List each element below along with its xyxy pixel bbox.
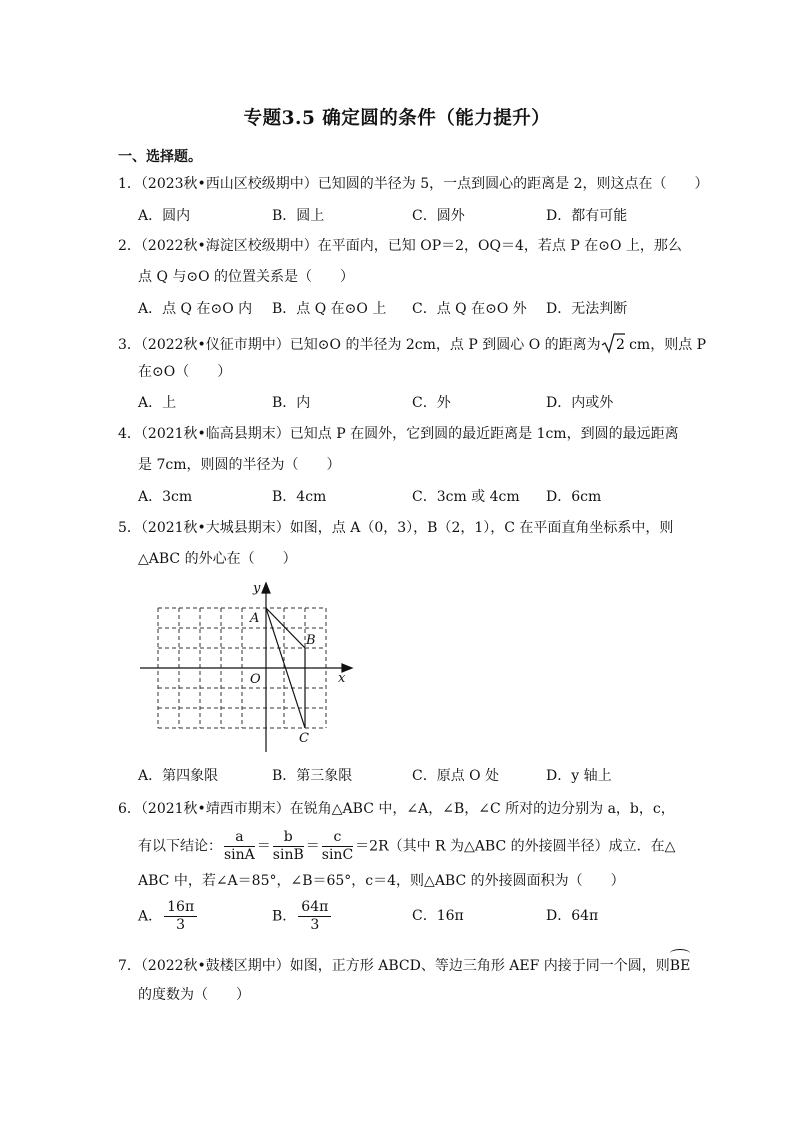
arc-mark-icon — [670, 949, 691, 958]
question-text-cont: ABC 中，若∠A＝85°，∠B＝65°，c＝4，则△ABC 的外接圆面积为（ ） — [138, 873, 625, 889]
question-text: 6．（2021秋•靖西市期末）在锐角△ABC 中，∠A，∠B，∠C 所对的边分别为 a，b，c， — [118, 801, 675, 817]
option-b: B．内 — [272, 395, 311, 411]
option-c: C．16π — [412, 908, 464, 924]
fraction-b-over-sinb: $\frac{b}{\sin B}$ — [272, 829, 304, 863]
option-d: D．64π — [546, 908, 599, 924]
question-text-formula: 有以下结论： $\frac{a}{\sin A}$ ＝ $\frac{b}{\sin B}$ ＝ $\frac{c}{\sin C}$ ＝2R（其中 R 为△ABC 的外接圆半径）成立．在△ — [138, 829, 676, 863]
page-title: 专题3.5 确定圆的条件（能力提升） — [243, 108, 551, 129]
point-a-label: A — [250, 611, 260, 626]
section-heading: 一、选择题。 — [118, 149, 202, 165]
option-b: B． $\frac{64\pi}{3}$ — [272, 899, 333, 934]
origin-label: O — [250, 672, 261, 687]
x-axis-label: x — [338, 671, 346, 686]
question-text: 2．（2022秋•海淀区校级期中）在平面内，已知 OP＝2，OQ＝4，若点 P 在⊙O 上，那么 — [118, 238, 682, 254]
option-b: B．点 Q 在⊙O 上 — [272, 301, 387, 317]
option-a: A．3cm — [138, 489, 193, 505]
option-d: D．内或外 — [546, 395, 614, 411]
option-b: B．4cm — [272, 489, 327, 505]
option-d: D．6cm — [546, 489, 602, 505]
sqrt-sign-icon — [601, 332, 625, 354]
question-text-cont: 点 Q 与⊙O 的位置关系是（ ） — [138, 269, 355, 285]
option-a: A．点 Q 在⊙O 内 — [138, 301, 253, 317]
option-a: A．上 — [138, 395, 177, 411]
option-c: C．原点 O 处 — [412, 768, 500, 784]
option-c: C．点 Q 在⊙O 外 — [412, 301, 527, 317]
question-text: 1．（2023秋•西山区校级期中）已知圆的半径为 5，一点到圆心的距离是 2，则这点在（ ） — [118, 176, 709, 192]
option-a: A．第四象限 — [138, 768, 219, 784]
option-d: D．都有可能 — [546, 208, 628, 224]
question-text: 3．（2022秋•仪征市期中）已知⊙O 的半径为 2cm，点 P 到圆心 O 的距离为 2 cm，则点 P — [118, 332, 706, 355]
point-c-label: C — [299, 731, 309, 746]
svg-text:2: 2 — [615, 337, 625, 353]
question-text-cont: △ABC 的外心在（ ） — [138, 551, 297, 567]
question-text-cont: 是 7cm，则圆的半径为（ ） — [138, 457, 341, 473]
option-c: C．外 — [412, 395, 451, 411]
fraction-c-over-sinc: $\frac{c}{\sin C}$ — [321, 829, 354, 863]
option-a: A． $\frac{16\pi}{3}$ — [138, 899, 199, 934]
option-c: C．3cm 或 4cm — [412, 489, 520, 505]
question-text: 4．（2021秋•临高县期末）已知点 P 在圆外，它到圆的最近距离是 1cm，到圆的最远距离 — [118, 426, 679, 442]
option-c: C．圆外 — [412, 208, 465, 224]
option-b: B．第三象限 — [272, 768, 353, 784]
option-b: B．圆上 — [272, 208, 325, 224]
fraction-a-over-sina: $\frac{a}{\sin A}$ — [224, 829, 255, 863]
y-axis-label: y — [253, 581, 261, 596]
fraction-64pi-over-3: $\frac{64\pi}{3}$ — [298, 899, 331, 934]
question-text-cont: 的度数为（ ） — [138, 987, 250, 1003]
option-a: A．圆内 — [138, 208, 191, 224]
coordinate-figure — [130, 578, 360, 758]
option-d: D．y 轴上 — [546, 768, 612, 784]
question-text-cont: 在⊙O（ ） — [138, 364, 232, 380]
fraction-16pi-over-3: $\frac{16\pi}{3}$ — [164, 899, 197, 934]
sqrt-expression — [601, 332, 625, 355]
question-text: 7．（2022秋•鼓楼区期中）如图，正方形 ABCD、等边三角形 AEF 内接于同一个圆，则 BE — [118, 952, 690, 976]
question-text: 5．（2021秋•大城县期末）如图，点 A（0，3），B（2，1），C 在平面直角坐标系中，则 — [118, 520, 674, 536]
point-b-label: B — [306, 633, 316, 648]
option-d: D．无法判断 — [546, 301, 628, 317]
arc-be: BE — [670, 952, 691, 976]
